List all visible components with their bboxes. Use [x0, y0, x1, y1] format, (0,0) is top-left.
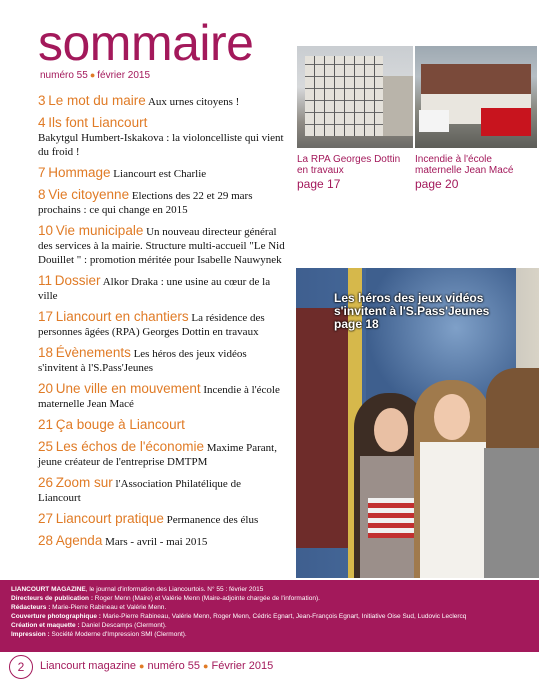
issue-number: numéro 55 — [147, 660, 201, 672]
toc-entry[interactable] — [38, 440, 286, 469]
magazine-title: Liancourt magazine — [40, 660, 137, 672]
toc-entry[interactable] — [38, 94, 286, 109]
caption-text: La RPA Georges Dottin en travaux — [297, 154, 401, 176]
credits-line — [11, 612, 531, 621]
toc-description: Incendie à l'école maternelle Jean Macé — [38, 384, 280, 410]
toc-page-number: 10 — [38, 223, 54, 238]
toc-section: Une ville en mouvement — [55, 381, 201, 396]
van — [419, 110, 449, 132]
credit-label: Directeurs de publication : — [11, 595, 93, 602]
toc-entry[interactable] — [38, 274, 286, 303]
toc-section: Les échos de l'économie — [55, 439, 204, 454]
rpa-photo-caption — [297, 154, 409, 191]
person-face — [374, 408, 408, 452]
bullet-icon: ● — [203, 661, 209, 671]
person-face — [434, 394, 470, 440]
toc-entry[interactable] — [38, 116, 286, 159]
toc-description: Aux urnes citoyens ! — [147, 96, 240, 108]
toc-entry[interactable] — [38, 534, 286, 549]
credit-value: Roger Menn (Maire) et Valérie Menn (Maire-adjointe chargée de l'information). — [93, 595, 320, 602]
bullet-icon: ● — [139, 661, 145, 671]
toc-page-number: 3 — [38, 93, 46, 108]
issue-date: Février 2015 — [211, 660, 274, 672]
toc-entry[interactable] — [38, 346, 286, 375]
scaffolding — [305, 56, 383, 136]
person-shirt — [420, 442, 490, 578]
table-of-contents — [38, 94, 286, 556]
toc-entry[interactable] — [38, 382, 286, 411]
toc-section: Ça bouge à Liancourt — [55, 417, 185, 432]
toc-section: Vie municipale — [55, 223, 144, 238]
toc-page-number: 20 — [38, 381, 54, 396]
toc-entry[interactable] — [38, 188, 286, 217]
toc-description: Liancourt est Charlie — [113, 168, 207, 180]
page-number: 2 — [9, 655, 33, 679]
issue-number: numéro 55 — [40, 70, 88, 81]
magazine-description: , le journal d'information des Liancourtois. N° 55 : février 2015 — [85, 586, 264, 593]
toc-entry[interactable] — [38, 512, 286, 527]
fire-truck — [481, 108, 531, 136]
toc-page-number: 18 — [38, 345, 54, 360]
toc-entry[interactable] — [38, 166, 286, 181]
toc-description: Alkor Draka : une usine au cœur de la ville — [38, 276, 271, 302]
toc-description: Elections des 22 et 29 mars prochains : ce qui change en 2015 — [38, 190, 253, 216]
person-shirt — [484, 448, 539, 578]
fire-photo-caption — [415, 154, 533, 191]
bullet-icon: ● — [89, 70, 96, 80]
credits-line — [11, 585, 531, 594]
toc-page-number: 7 — [38, 165, 46, 180]
credit-value: Daniel Descamps (Clermont). — [79, 622, 167, 629]
toc-description: Un nouveau directeur général des services à la mairie. Structure multi-accueil "Le Nid Douillet " : promotion méritée pour Isabelle Nauwynek — [38, 226, 285, 266]
heroes-photo-caption — [334, 292, 534, 331]
toc-section: Dossier — [54, 273, 101, 288]
toc-section: Hommage — [48, 165, 111, 180]
toc-page-number: 8 — [38, 187, 46, 202]
credit-value: Société Moderne d'Impression SMI (Clermont). — [49, 631, 187, 638]
toc-page-number: 11 — [38, 273, 53, 288]
issue-line — [40, 70, 150, 81]
magazine-name: LIANCOURT MAGAZINE — [11, 586, 86, 593]
school-roof — [421, 64, 531, 94]
toc-section: Ils font Liancourt — [48, 115, 148, 130]
credit-value: Marie-Pierre Rabineau, Valérie Menn, Roger Menn, Cédric Egnart, Jean-François Egnart, Initiative Oise Sud, Ludovic Leclercq — [100, 613, 467, 620]
credits-line — [11, 630, 531, 639]
poster — [296, 308, 356, 548]
toc-page-number: 25 — [38, 439, 54, 454]
credit-label: Impression : — [11, 631, 50, 638]
credits-line — [11, 603, 531, 612]
toc-page-number: 26 — [38, 475, 54, 490]
toc-description: Permanence des élus — [166, 514, 259, 526]
toc-entry[interactable] — [38, 476, 286, 505]
caption-page[interactable]: page 17 — [297, 177, 341, 191]
toc-section: Vie citoyenne — [48, 187, 130, 202]
toc-entry[interactable] — [38, 310, 286, 339]
toc-page-number: 28 — [38, 533, 54, 548]
heroes-photo — [296, 268, 539, 578]
credits-line — [11, 594, 531, 603]
toc-section: Liancourt pratique — [55, 511, 164, 526]
building — [383, 76, 413, 136]
caption-page[interactable]: page 18 — [334, 317, 379, 331]
toc-section: Liancourt en chantiers — [55, 309, 189, 324]
credits-line — [11, 621, 531, 630]
toc-page-number: 4 — [38, 115, 46, 130]
toc-description: Mars - avril - mai 2015 — [105, 536, 208, 548]
toc-description: Les héros des jeux vidéos s'invitent à l'S.Pass'Jeunes — [38, 348, 247, 374]
issue-date: février 2015 — [97, 70, 151, 81]
page-title: sommaire — [38, 15, 254, 71]
credit-value: Marie-Pierre Rabineau et Valérie Menn. — [50, 604, 167, 611]
fire-photo — [415, 46, 537, 148]
masthead-credits — [0, 580, 539, 652]
toc-page-number: 21 — [38, 417, 54, 432]
caption-text: Incendie à l'école maternelle Jean Macé — [415, 154, 514, 176]
toc-description: l'Association Philatélique de Liancourt — [38, 478, 241, 504]
toc-section: Le mot du maire — [48, 93, 146, 108]
shirt-flag-print — [368, 498, 416, 538]
credit-label: Rédacteurs : — [11, 604, 51, 611]
running-footer — [40, 660, 273, 672]
toc-page-number: 27 — [38, 511, 54, 526]
toc-entry[interactable] — [38, 224, 286, 267]
toc-section: Agenda — [55, 533, 103, 548]
toc-entry[interactable] — [38, 418, 286, 433]
toc-section: Évènements — [55, 345, 131, 360]
caption-text: Les héros des jeux vidéos s'invitent à l'S.Pass'Jeunes — [334, 291, 490, 318]
rpa-photo — [297, 46, 413, 148]
credit-label: Couverture photographique : — [11, 613, 101, 620]
credit-label: Création et maquette : — [11, 622, 80, 629]
caption-page[interactable]: page 20 — [415, 177, 459, 191]
toc-page-number: 17 — [38, 309, 54, 324]
toc-section: Zoom sur — [55, 475, 113, 490]
toc-description: Bakytgul Humbert-Iskakova : la violoncelliste qui vient du froid ! — [38, 132, 284, 158]
toc-description: La résidence des personnes âgées (RPA) Georges Dottin en travaux — [38, 312, 265, 338]
toc-description: Maxime Parant, jeune créateur de l'entreprise DMTPM — [38, 442, 277, 468]
